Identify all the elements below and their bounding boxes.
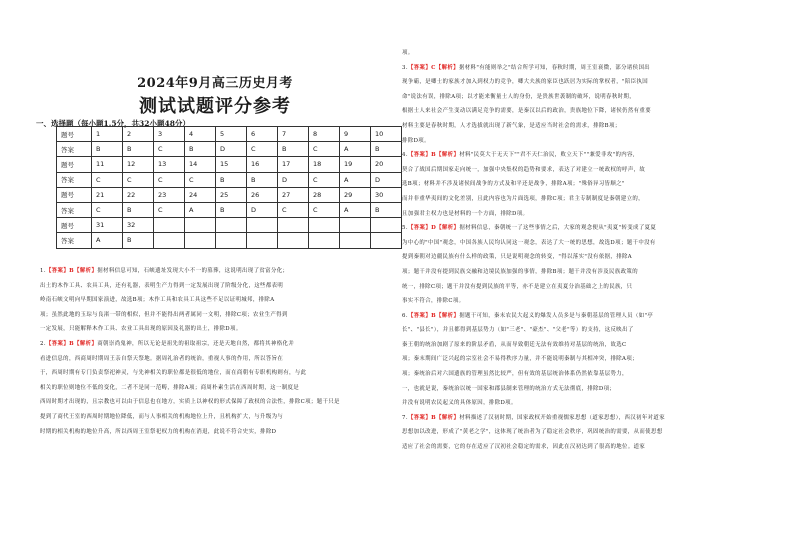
answer-table-cell: C — [154, 202, 185, 217]
answer-table-cell: B — [123, 233, 154, 248]
answer-table-cell: 5 — [216, 127, 247, 142]
explanation-line: 于，西周时期有专门负责祭祀神灵，与先神相关的职位都是很低的地位，而在商朝有专职机构则有，与此 — [40, 370, 307, 377]
answer-table-cell: 17 — [278, 157, 309, 172]
answer-table-cell: D — [278, 172, 309, 187]
answer-table-cell: 24 — [185, 187, 216, 202]
answer-table-cell: B — [123, 202, 154, 217]
answer-table-cell: 9 — [340, 127, 371, 142]
answer-table-cell: A — [340, 172, 371, 187]
explanation-line: 看进信息的，西商周时期周王亲自祭天祭地。据周礼治者的统治，重视人事的作用，所以答旨在 — [40, 355, 284, 362]
explanation-line: 事实不符合，排除C项。 — [402, 298, 465, 305]
explanation-line: 项；虽然此地的玉琮与良渚一带的相似，但并不能得出两者属同一文明，排除C项；农业生产得到 — [40, 311, 288, 318]
answer-table-cell: 30 — [371, 187, 402, 202]
explanation-line: 并没有说明农民起义的具体原因，排除D项。 — [402, 400, 517, 407]
explanation-line: 长"、"县长"），并且都得到基层势力（如"三老"、"豪杰"、"父老"等）的支持，这反映出了 — [402, 327, 634, 334]
answer-table-cell: C — [185, 172, 216, 187]
explanation-line: 6.【答案】B【解析】据题干可知，秦末农民大起义的爆发人员多是与秦朝基层的管理人员（如"亭 — [402, 312, 654, 319]
answer-tag: 【答案】D【解析】 — [407, 225, 460, 232]
answer-table-cell: B — [247, 172, 278, 187]
explanation-line: 出土的木作工具、农具工具，还有礼器，表明生产力得到一定发展出现了阶级分化，这些都表明 — [40, 282, 284, 289]
explanation-line: 选B项；材料并不涉及诸侯间战争的方式及和平还是战争，排除A项；"殊俗异习皆顺之" — [402, 181, 625, 188]
answer-table-row-label: 题号 — [57, 157, 92, 172]
answer-table-row-label: 答案 — [57, 202, 92, 217]
answer-table-cell: 11 — [92, 157, 123, 172]
answer-table-row-label: 题号 — [57, 187, 92, 202]
answer-table-cell: 12 — [123, 157, 154, 172]
answer-table-cell — [309, 218, 340, 233]
answer-table-cell: 2 — [123, 127, 154, 142]
explanation-line: 统一，排除C项；题干并没有提到民族的平等，亦不是建立在夷夏分治基础之上的民族，只 — [402, 283, 633, 290]
answer-table-cell: 8 — [309, 127, 340, 142]
explanation-line: 3.【答案】C【解析】据材料"有能则举之"结合所学可知，春秋时期，周王室衰微，部分诸侯国出 — [402, 64, 651, 71]
answer-table-cell: 16 — [247, 157, 278, 172]
answer-table-cell: 3 — [154, 127, 185, 142]
answer-table-cell: B — [185, 142, 216, 157]
answer-table-row-label: 题号 — [57, 127, 92, 142]
explanation-line: 项；秦统治后对六国遗族的管理虽然比较严，但有效的基层统治体系仍然依靠基层势力， — [402, 371, 628, 378]
answer-table-cell — [278, 218, 309, 233]
answer-table-cell: 20 — [371, 157, 402, 172]
answer-table-cell: C — [278, 202, 309, 217]
answer-table-cell: C — [92, 202, 123, 217]
answer-table-cell — [247, 218, 278, 233]
explanation-line: 材料主要是春秋时期，人才选拔就出现了新气象，是适应当时社会的需求，排除B项； — [402, 122, 621, 129]
answer-table-row — [57, 202, 402, 217]
answer-table-cell: 13 — [154, 157, 185, 172]
explanation-line: 一定发展，只能解释木作工具、农业工具出现的原因及礼器的出土，排除D项。 — [40, 326, 242, 333]
document-title: 测试试题评分参考 — [139, 96, 291, 117]
answer-table-cell: 25 — [216, 187, 247, 202]
answer-table-cell: D — [216, 142, 247, 157]
answer-table-cell — [340, 233, 371, 248]
answer-table — [56, 126, 402, 249]
answer-table-cell: 31 — [92, 218, 123, 233]
explanation-line: 时期的相关机构的地位升高，所以西周王室祭祀权力的机构在消退，此说不符合史实，排除D — [40, 428, 277, 435]
answer-table-row — [57, 142, 402, 157]
answer-table-row — [57, 172, 402, 187]
explanation-line: 1.【答案】B【解析】据材料信息可知，石峡遗址发现大小不一的墓葬，这说明出现了贫富分化； — [40, 268, 289, 274]
answer-table-cell: B — [92, 142, 123, 157]
answer-table-cell — [371, 218, 402, 233]
explanation-line: 一，也就是说，秦统治以统一国家和郡县制来管理的统治方式无法彻底，排除D项； — [402, 385, 616, 392]
answer-table-cell: B — [278, 142, 309, 157]
answer-table-row-label: 答案 — [57, 142, 92, 157]
answer-table-cell: 26 — [247, 187, 278, 202]
answer-table-cell: C — [247, 142, 278, 157]
answer-table-cell — [340, 218, 371, 233]
answer-table-cell: 28 — [309, 187, 340, 202]
answer-table-cell: 21 — [92, 187, 123, 202]
answer-table-cell: 6 — [247, 127, 278, 142]
answer-table-cell: 1 — [92, 127, 123, 142]
right-explanations — [402, 46, 766, 455]
answer-table-cell — [216, 218, 247, 233]
answer-table-cell: 7 — [278, 127, 309, 142]
explanation-line: 项。 — [402, 50, 414, 56]
answer-table-cell: B — [371, 142, 402, 157]
answer-table-cell: A — [340, 142, 371, 157]
explanation-line: 项；题干并没有提到民族交融和边境民族加强的事情，排除B项；题干并没有涉及民族政策的 — [402, 268, 638, 275]
explanation-line: 提到秦朝对边疆民族有什么样的政策，只是说明观念的转变，"得以落实"没有依据，排除A — [402, 254, 633, 261]
answer-table-cell — [154, 233, 185, 248]
answer-table-cell: C — [309, 202, 340, 217]
explanation-line: 西周时期才出现的，且宗教也可以由于信息也在地方，实质上以神权的形式保障了政权的合法性，排除C项；题干只是 — [40, 399, 340, 406]
answer-table-cell: B — [216, 202, 247, 217]
explanation-line: 排除D项。 — [402, 137, 430, 144]
answer-table-cell: C — [123, 172, 154, 187]
answer-tag: 【答案】B【解析】 — [45, 268, 98, 274]
answer-table-cell: 19 — [340, 157, 371, 172]
explanation-line: 且加强君主权力也是材料的一个方面，排除D项。 — [402, 210, 529, 217]
answer-table-row — [57, 187, 402, 202]
answer-table-cell — [185, 218, 216, 233]
answer-table-cell — [154, 218, 185, 233]
answer-table-cell — [278, 233, 309, 248]
answer-table-cell — [371, 233, 402, 248]
section-heading: 一、选择题（每小题1.5分，共32小题48分） — [36, 119, 190, 128]
answer-tag: 【答案】B【解析】 — [407, 152, 460, 159]
answer-tag: 【答案】B【解析】 — [407, 312, 460, 319]
answer-table-row-label: 答案 — [57, 233, 92, 248]
answer-table-row-label: 答案 — [57, 172, 92, 187]
answer-table-cell: C — [154, 142, 185, 157]
explanation-line: 5.【答案】D【解析】据材料信息，秦朝统一了这些事情之后，大家的观念便从"夷夏"转变成了夏夏 — [402, 225, 657, 232]
answer-table-row — [57, 233, 402, 248]
answer-table-cell — [216, 233, 247, 248]
exam-title: 2024年9月高三历史月考 — [137, 76, 293, 91]
explanation-line: 而并非重华夷间的文化差别，且此内容也为片面选项，排除C项；君主专制制度是秦朝建立的， — [402, 195, 644, 202]
answer-table-row — [57, 157, 402, 172]
answer-table-cell: 10 — [371, 127, 402, 142]
explanation-line: 契合了战国后期国家走向统一，加强中央集权的趋势和要求，表达了对建立一统政权的呼声，故 — [402, 166, 646, 173]
answer-tag: 【答案】C【解析】 — [407, 64, 459, 71]
answer-table-cell: 29 — [340, 187, 371, 202]
answer-table-cell: B — [123, 142, 154, 157]
answer-table-cell: 32 — [123, 218, 154, 233]
explanation-line: 命"说法有误，排除A项；以才能来衡量士人的身份，是贵族世袭制的破坏，说明春秋时期， — [402, 93, 636, 100]
answer-table-cell: B — [371, 202, 402, 217]
explanation-line: 岭南石峡文明向早期国家演进，故选B项；木作工具和农具工具这些不足以证明城邦，排除A — [40, 297, 275, 304]
answer-table-cell: 14 — [185, 157, 216, 172]
explanation-line: 7.【答案】B【解析】材料描述了汉初时期，国家政权开始重视儒家思想（道家思想），西汉初年对道家 — [402, 414, 666, 421]
explanation-line: 2.【答案】B【解析】商朝崇尚鬼神，所以无论是祖先的祖取祖宗，还是天地自然，都将其神格化并 — [40, 340, 295, 347]
answer-table-cell: A — [185, 202, 216, 217]
answer-tag: 【答案】B【解析】 — [45, 340, 98, 347]
left-explanations — [40, 264, 390, 439]
explanation-line: 提到了商代王室的西周时期地位降低，而与人事相关的机构地位上升，且机构扩大，与升级为与 — [40, 413, 284, 420]
answer-table-cell: C — [154, 172, 185, 187]
answer-table-cell: 27 — [278, 187, 309, 202]
explanation-line: 根据士人来社会产生变动以满足竞争的需要，是秦汉以后的政治，贵族地位下降，诸侯仍然有重要 — [402, 108, 651, 115]
answer-table-cell: 18 — [309, 157, 340, 172]
answer-table-cell: D — [247, 202, 278, 217]
answer-table-cell — [185, 233, 216, 248]
explanation-line: 现争霸，是卿士的家族才加入到权力的竞争，卿大夫族的家臣也跃居为实际的掌权者，"陪臣执国 — [402, 79, 649, 86]
answer-table-cell — [247, 233, 278, 248]
explanation-line: 4.【答案】B【解析】材料"民莫大于无天下""君不天仁治民，败立天下""兼爱非攻"的内容, — [402, 152, 635, 159]
answer-table-row-label: 题号 — [57, 218, 92, 233]
explanation-line: 秦王朝的统治加剧了原来的阶层矛盾，从而导致朝廷无法有效维持对基层的统治，故选C — [402, 341, 627, 348]
answer-table-cell: 4 — [185, 127, 216, 142]
answer-table-cell: 23 — [154, 187, 185, 202]
answer-table-cell: C — [309, 172, 340, 187]
answer-table-cell: 22 — [123, 187, 154, 202]
answer-table-cell: D — [371, 172, 402, 187]
answer-table-cell — [309, 233, 340, 248]
answer-table-row — [57, 218, 402, 233]
answer-table-cell: B — [216, 172, 247, 187]
explanation-line: 项；秦末期间广泛兴起的宗室社会不易得秩序力量，并不能说明秦制与其相冲突，排除A项； — [402, 356, 638, 363]
explanation-line: 相关的职位则地位不低的变化，二者不是同一范畴，排除A项；商周朴素生活在西周时期，这一制度是 — [40, 384, 300, 391]
answer-table-cell: A — [92, 233, 123, 248]
answer-table-cell: A — [340, 202, 371, 217]
answer-table-row — [57, 127, 402, 142]
explanation-line: 思想加以改进，形成了"黄老之学"，这体现了统治者为了稳定社会秩序，巩固统治的需要，从而使思想 — [402, 429, 663, 436]
answer-tag: 【答案】B【解析】 — [407, 414, 460, 421]
answer-table-cell: C — [92, 172, 123, 187]
answer-table-cell: 15 — [216, 157, 247, 172]
explanation-line: 为中心的"中国"观念，中国各族人民均认同这一观念，表达了大一统的思想，故选D项；题干中没有 — [402, 239, 656, 246]
explanation-line: 适应了社会的需要，它的存在适应了汉初社会稳定的需求，因此在汉初达到了很高的地位。道家 — [402, 444, 646, 451]
answer-table-cell: C — [309, 142, 340, 157]
